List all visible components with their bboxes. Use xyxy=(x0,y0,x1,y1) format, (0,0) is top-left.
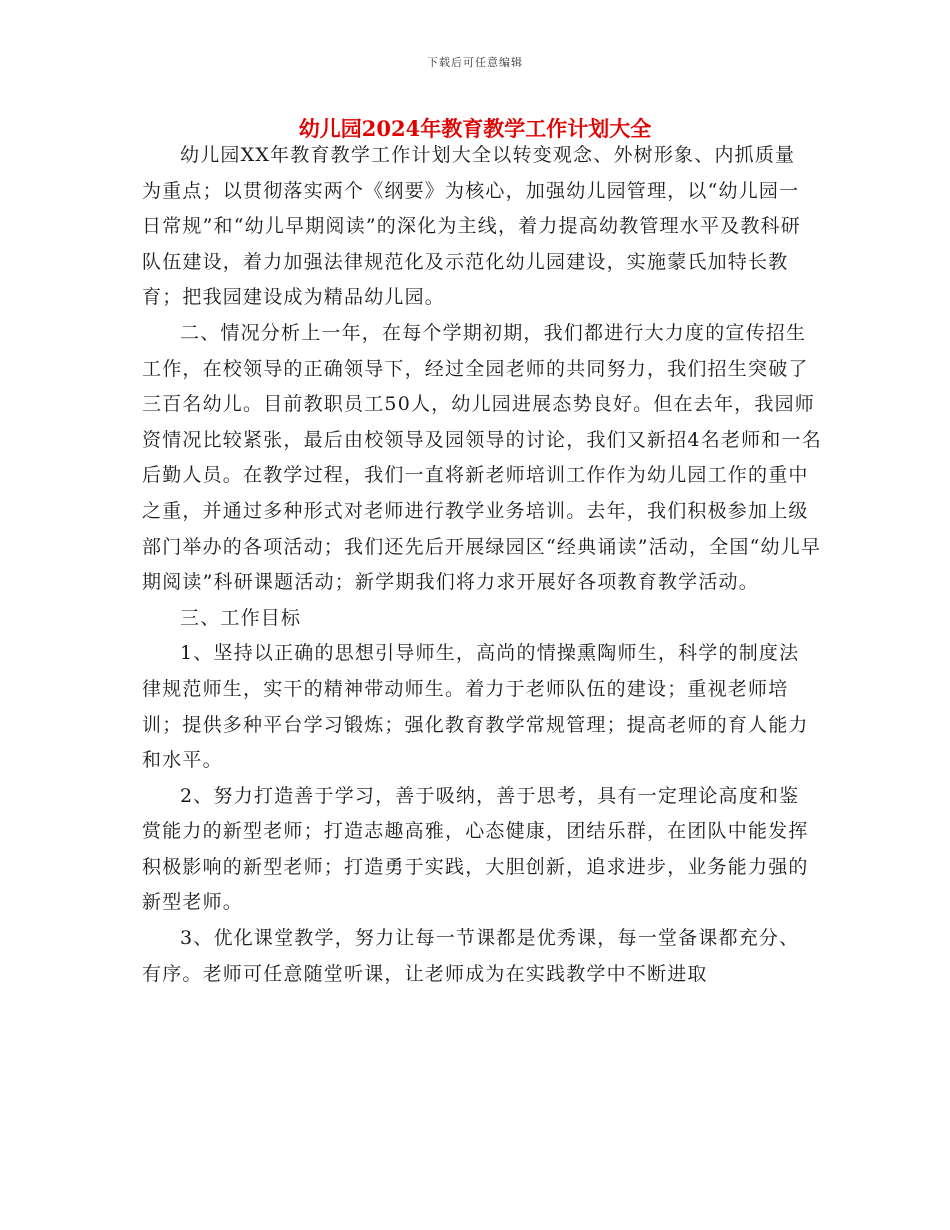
document-title: 幼儿园2024年教育教学工作计划大全 xyxy=(298,116,652,141)
document-body xyxy=(142,138,822,992)
heading-work-goals: 三、工作目标 xyxy=(180,606,302,629)
paragraph-intro: 幼儿园XX年教育教学工作计划大全以转变观念、外树形象、内抓质量为重点；以贯彻落实两个《纲要》为核心，加强幼儿园管理，以“幼儿园一日常规”和“幼儿早期阅读”的深化为主线，着力提高幼教管理水平及教科研队伍建设，着力加强法律规范化及示范化幼儿园建设，实施蒙氏加特长教育；把我园建设成为精品幼儿园。 xyxy=(142,144,801,309)
paragraph-goal-1: 1、坚持以正确的思想引导师生，高尚的情操熏陶师生，科学的制度法律规范师生，实干的精神带动师生。着力于老师队伍的建设；重视老师培训；提供多种平台学习锻炼；强化教育教学常规管理；提高老师的育人能力和水平。 xyxy=(142,642,809,772)
paragraph-goal-3: 3、优化课堂教学，努力让每一节课都是优秀课，每一堂备课都充分、有序。老师可任意随堂听课，让老师成为在实践教学中不断进取 xyxy=(142,927,800,985)
paragraph-goal-2: 2、努力打造善于学习，善于吸纳，善于思考，具有一定理论高度和鉴赏能力的新型老师；打造志趣高雅，心态健康，团结乐群，在团队中能发挥积极影响的新型老师；打造勇于实践，大胆创新，追求进步，业务能力强的新型老师。 xyxy=(142,784,809,914)
header-note: 下载后可任意编辑 xyxy=(427,56,523,69)
paragraph-situation-analysis: 二、情况分析上一年，在每个学期初期，我们都进行大力度的宣传招生工作，在校领导的正确领导下，经过全园老师的共同努力，我们招生突破了三百名幼儿。目前教职员工50人，幼儿园进展态势良好。但在去年，我园师资情况比较紧张，最后由校领导及园领导的讨论，我们又新招4名老师和一名后勤人员。在教学过程，我们一直将新老师培训工作作为幼儿园工作的重中之重，并通过多种形式对老师进行教学业务培训。去年，我们积极参加上级部门举办的各项活动；我们还先后开展绿园区“经典诵读”活动，全国“幼儿早期阅读”科研课题活动；新学期我们将力求开展好各项教育教学活动。 xyxy=(142,321,822,594)
